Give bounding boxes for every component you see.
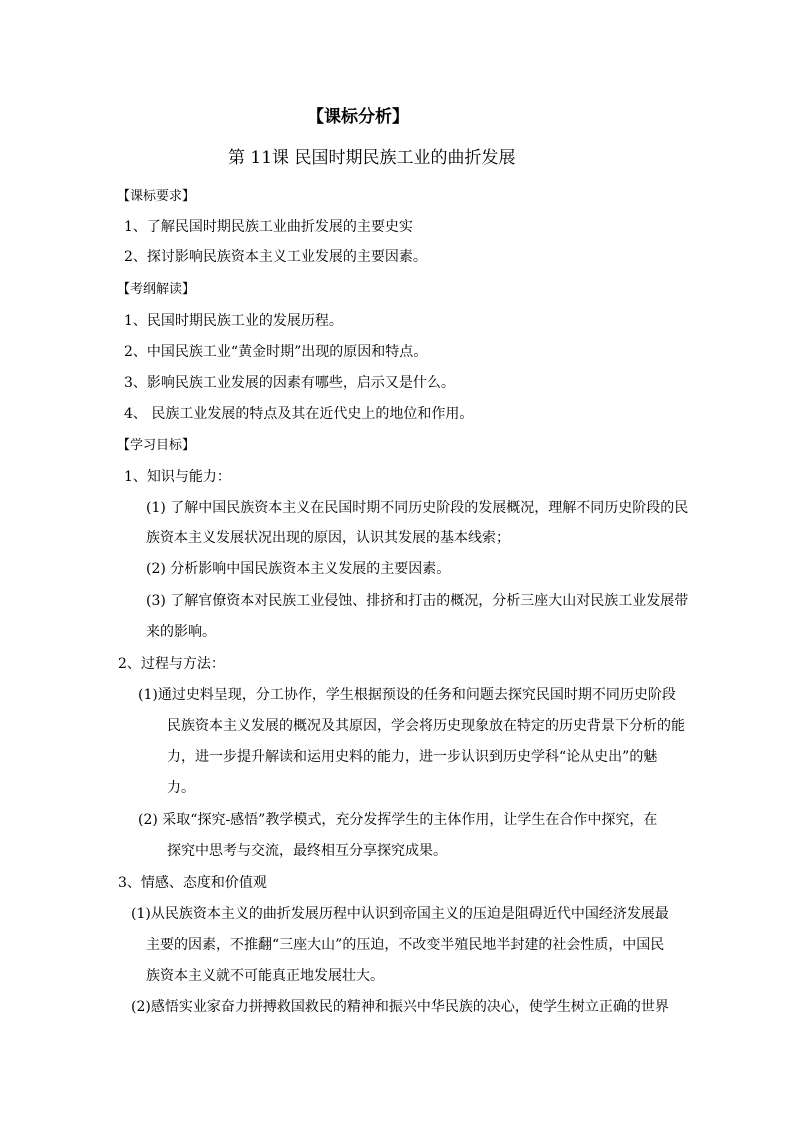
paragraph-line: 来的影响。 bbox=[146, 624, 216, 640]
paragraph-line: 族资本主义发展状况出现的原因，认识其发展的基本线索； bbox=[146, 530, 510, 546]
list-item: 1、了解民国时期民族工业曲折发展的主要史实 bbox=[124, 219, 413, 235]
paragraph-line: (1)通过史料呈现，分工协作，学生根据预设的任务和问题去探究民国时期不同历史阶段 bbox=[138, 687, 676, 703]
list-item: 2、探讨影响民族资本主义工业发展的主要因素。 bbox=[124, 249, 427, 265]
paragraph-line: (2)感悟实业家奋力拼搏救国救民的精神和振兴中华民族的决心，使学生树立正确的世界 bbox=[131, 999, 669, 1015]
list-item: 1、民国时期民族工业的发展历程。 bbox=[124, 313, 343, 329]
subsection-label-knowledge: 1、知识与能力： bbox=[124, 469, 231, 485]
paragraph-line: 主要的因素，不推翻“三座大山”的压迫，不改变半殖民地半封建的社会性质，中国民 bbox=[146, 937, 665, 953]
subsection-label-process: 2、过程与方法： bbox=[118, 656, 225, 672]
paragraph-line: (1) 了解中国民族资本主义在民国时期不同历史阶段的发展概况，理解不同历史阶段的民 bbox=[146, 500, 689, 516]
document-title: 【课标分析】 bbox=[307, 107, 409, 127]
paragraph-line: (3) 了解官僚资本对民族工业侵蚀、排挤和打击的概况，分析三座大山对民族工业发展带 bbox=[146, 593, 689, 609]
paragraph-line: 族资本主义就不可能真正地发展壮大。 bbox=[146, 968, 384, 984]
section-heading-curriculum: 【课标要求】 bbox=[117, 189, 196, 204]
list-item: 4、 民族工业发展的特点及其在近代史上的地位和作用。 bbox=[124, 406, 474, 422]
paragraph-line: 民族资本主义发展的概况及其原因，学会将历史现象放在特定的历史背景下分析的能 bbox=[167, 718, 685, 734]
paragraph-line: 探究中思考与交流，最终相互分享探究成果。 bbox=[167, 843, 447, 859]
paragraph-line: (1)从民族资本主义的曲折发展历程中认识到帝国主义的压迫是阻碍近代中国经济发展最 bbox=[131, 906, 669, 922]
paragraph-line: 力。 bbox=[167, 780, 195, 796]
section-heading-objectives: 【学习目标】 bbox=[117, 438, 196, 453]
lesson-title: 第 11课 民国时期民族工业的曲折发展 bbox=[228, 148, 516, 168]
paragraph-line: (2) 采取“探究-感悟”教学模式，充分发挥学生的主体作用，让学生在合作中探究，在 bbox=[138, 812, 658, 828]
section-heading-syllabus: 【考纲解读】 bbox=[117, 282, 196, 297]
list-item: 3、影响民族工业发展的因素有哪些，启示又是什么。 bbox=[124, 375, 455, 391]
paragraph-line: 力，进一步提升解读和运用史料的能力，进一步认识到历史学科“论从史出”的魅 bbox=[167, 749, 658, 765]
list-item: 2、中国民族工业“黄金时期”出现的原因和特点。 bbox=[124, 344, 428, 360]
subsection-label-values: 3、情感、态度和价值观 bbox=[118, 875, 267, 891]
paragraph-line: (2) 分析影响中国民族资本主义发展的主要因素。 bbox=[146, 561, 451, 577]
